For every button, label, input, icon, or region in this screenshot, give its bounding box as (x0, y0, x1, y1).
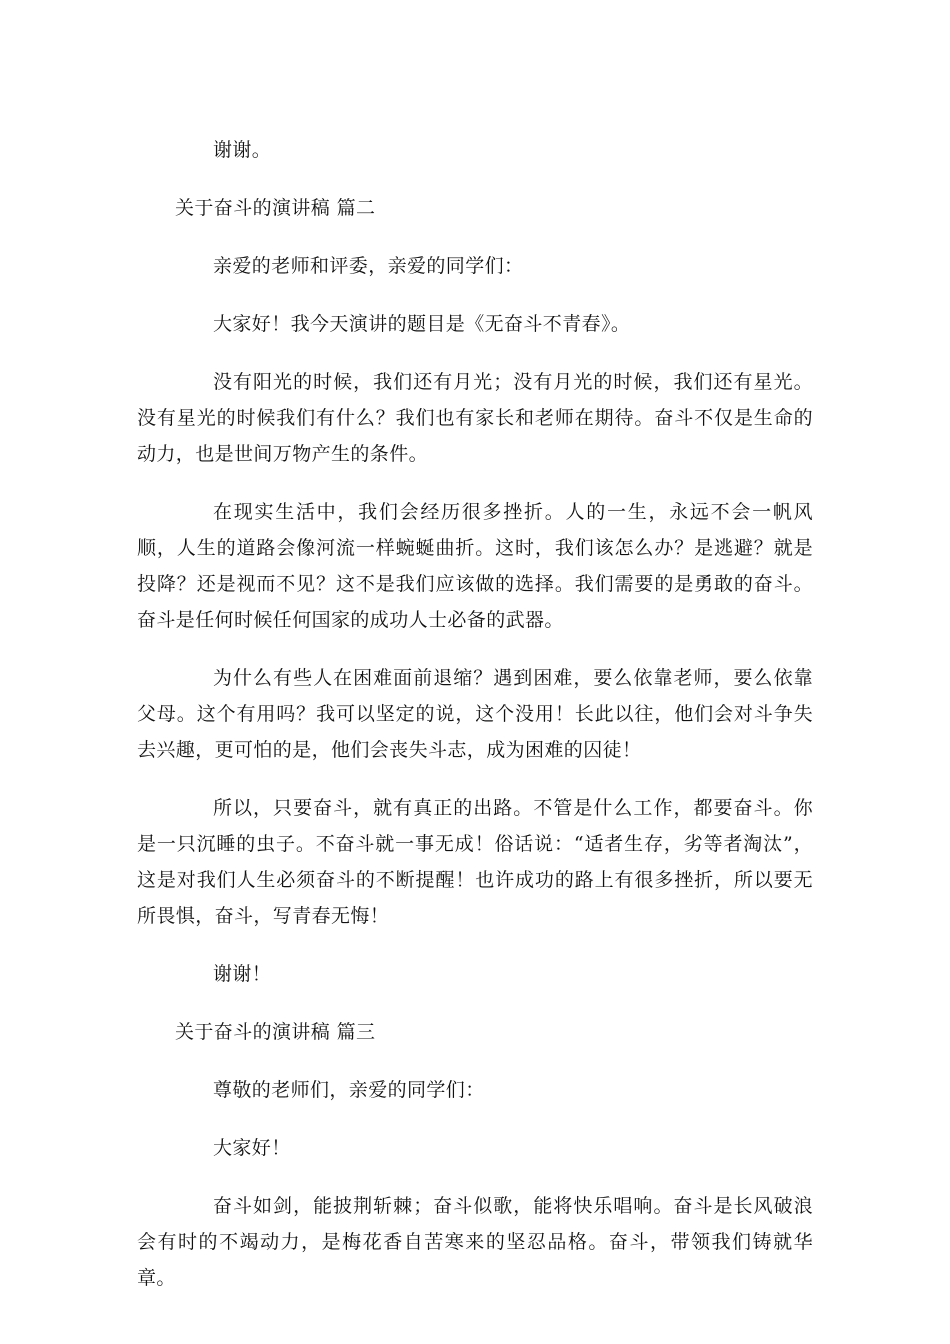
document-body (137, 132, 813, 1296)
section-heading-part-two: 关于奋斗的演讲稿 篇二 (175, 197, 376, 219)
salutation-paragraph: 尊敬的老师们，亲爱的同学们： (213, 1079, 485, 1101)
closing-thanks-paragraph: 谢谢！ (213, 963, 272, 985)
body-paragraph: 没有阳光的时候，我们还有月光；没有月光的时候，我们还有星光。没有星光的时候我们有什么？我们也有家长和老师在期待。奋斗不仅是生命的动力，也是世间万物产生的条件。 (137, 371, 813, 465)
closing-thanks-paragraph: 谢谢。 (213, 139, 272, 161)
body-paragraph: 奋斗如剑，能披荆斩棘；奋斗似歌，能将快乐唱响。奋斗是长风破浪会有时的不竭动力，是梅花香自苦寒来的坚忍品格。奋斗，带领我们铸就华章。 (137, 1195, 813, 1289)
section-heading-part-three: 关于奋斗的演讲稿 篇三 (175, 1021, 376, 1043)
greeting-paragraph: 大家好！ (213, 1137, 291, 1159)
body-paragraph: 在现实生活中，我们会经历很多挫折。人的一生，永远不会一帆风顺，人生的道路会像河流一样蜿蜒曲折。这时，我们该怎么办？是逃避？就是投降？还是视而不见？这不是我们应该做的选择。我们需要的是勇敢的奋斗。奋斗是任何时候任何国家的成功人士必备的武器。 (137, 501, 813, 631)
greeting-paragraph: 大家好！我今天演讲的题目是《无奋斗不青春》。 (213, 313, 631, 335)
body-paragraph: 为什么有些人在困难面前退缩？遇到困难，要么依靠老师，要么依靠父母。这个有用吗？我可以坚定的说，这个没用！长此以往，他们会对斗争失去兴趣，更可怕的是，他们会丧失斗志，成为困难的囚徒！ (137, 667, 813, 761)
body-paragraph: 所以，只要奋斗，就有真正的出路。不管是什么工作，都要奋斗。你是一只沉睡的虫子。不奋斗就一事无成！俗话说：“适者生存，劣等者淘汰”，这是对我们人生必须奋斗的不断提醒！也许成功的路上有很多挫折，所以要无所畏惧，奋斗，写青春无悔！ (137, 797, 813, 927)
salutation-paragraph: 亲爱的老师和评委，亲爱的同学们： (213, 255, 524, 277)
